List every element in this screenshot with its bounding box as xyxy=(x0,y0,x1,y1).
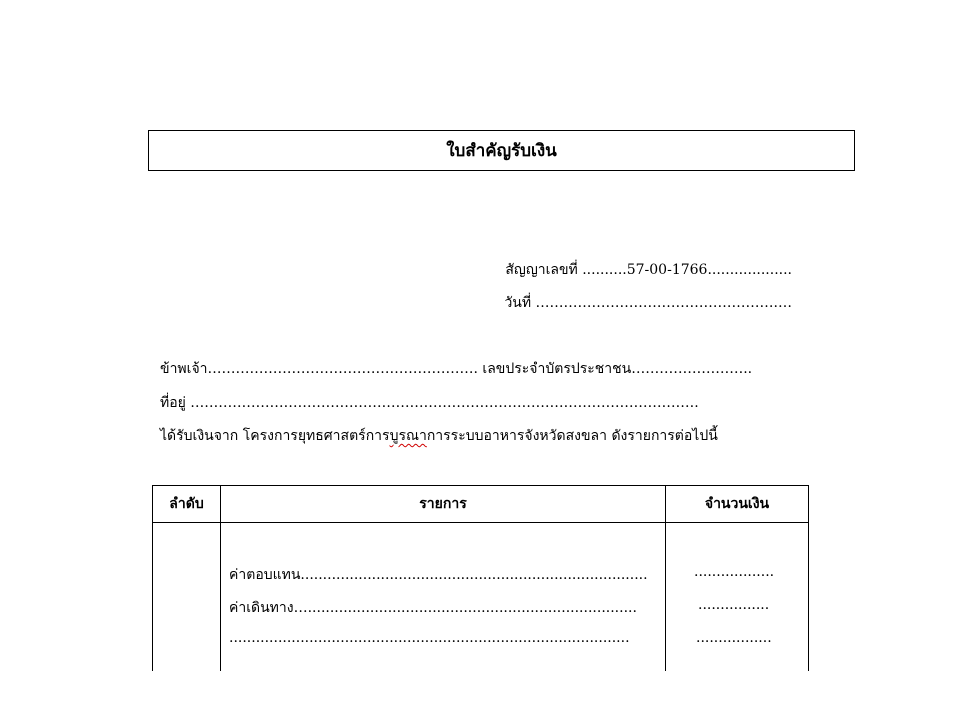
header-order: ลำดับ xyxy=(169,496,204,512)
header-divider xyxy=(153,522,808,523)
received-prefix: ได้รับเงินจาก โครงการยุทธศาสตร์การ xyxy=(160,428,390,444)
received-from-line xyxy=(160,426,718,446)
table-row-amount: ................. xyxy=(696,630,772,646)
payment-table xyxy=(152,485,809,671)
table-row-amount: ................ xyxy=(698,597,770,613)
table-row-amount: .................. xyxy=(694,564,775,580)
table-row-item: ค่าตอบแทน.............................................................................. xyxy=(229,567,648,583)
date-line: วันที่ …………………………………………….… xyxy=(504,295,792,311)
header-amount: จำนวนเงิน xyxy=(704,496,770,512)
misspelled-word: บูรณา xyxy=(389,428,427,444)
payee-line: ข้าพเจ้า…………………………………………………. เลขประจำบัตรประชาชน…………………….. xyxy=(160,361,753,377)
table-row-item: ค่าเดินทาง….......................................................................... xyxy=(229,600,637,616)
received-suffix: การระบบอาหารจังหวัดสงขลา ดังรายการต่อไปนี้ xyxy=(426,428,718,444)
address-line: ที่อยู่ ………………………………………………………………………………………………. xyxy=(160,395,699,411)
table-row-item: .......................................................................................... xyxy=(229,630,630,646)
document-title: ใบสำคัญรับเงิน xyxy=(148,130,855,171)
header-item: รายการ xyxy=(419,496,467,512)
contract-number-line: สัญญาเลขที่ ..........57-00-1766................... xyxy=(505,262,792,278)
